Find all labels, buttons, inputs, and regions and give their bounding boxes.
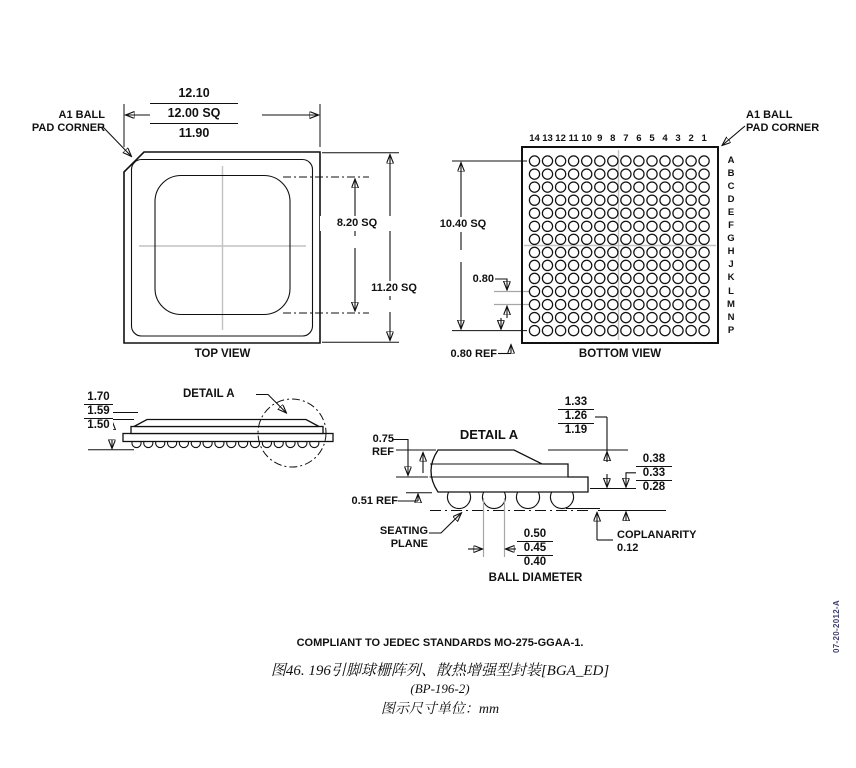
ball-pad	[542, 234, 552, 244]
row-label: E	[727, 207, 735, 219]
ball-pad	[595, 234, 605, 244]
ball-pad	[699, 234, 709, 244]
ball-pad	[608, 195, 618, 205]
ball-pad	[673, 156, 683, 166]
ball-pad	[699, 221, 709, 231]
dim-nom: 0.45	[517, 542, 553, 556]
ball-pad	[529, 208, 539, 218]
ball-pad	[608, 182, 618, 192]
ball-pad	[595, 182, 605, 192]
ball-pad	[673, 169, 683, 179]
column-label: 2	[688, 133, 694, 144]
ball-pad	[647, 208, 657, 218]
bottom-view-edge-dimension: 0.80 REF	[450, 348, 497, 360]
ball-pad	[542, 247, 552, 257]
column-label: 9	[597, 133, 603, 144]
row-label: G	[727, 233, 735, 245]
bottom-view-caption: BOTTOM VIEW	[578, 348, 662, 360]
dim-nom: 1.59	[84, 405, 113, 419]
dim-min: 0.28	[642, 481, 666, 493]
column-label: 1	[701, 133, 707, 144]
bottom-view-a1-label	[746, 109, 819, 134]
ball-pad	[569, 273, 579, 283]
ball-pad	[686, 221, 696, 231]
ball-pad	[621, 208, 631, 218]
detail-a-ball-height-dimension	[636, 453, 672, 494]
column-label: 14	[529, 133, 540, 144]
ball-pad	[582, 247, 592, 257]
ball-pad	[634, 247, 644, 257]
ball-pad	[621, 195, 631, 205]
ball-pad	[660, 326, 670, 336]
dim-min: 1.19	[564, 424, 588, 436]
ball-pad	[647, 247, 657, 257]
row-label: H	[727, 246, 735, 258]
ball-pad	[582, 300, 592, 310]
ball-pad	[595, 260, 605, 270]
ball-pad	[686, 156, 696, 166]
ball-pad	[529, 326, 539, 336]
bottom-view-pitch-dimension: 0.80	[472, 273, 494, 285]
row-label: A	[727, 155, 735, 166]
ball-pad	[595, 156, 605, 166]
ball-pad	[660, 260, 670, 270]
ball-pad	[608, 300, 618, 310]
ball-pad	[621, 182, 631, 192]
ball-pad	[542, 286, 552, 296]
ball-pad	[621, 260, 631, 270]
ball-pad	[556, 208, 566, 218]
ball-pad	[556, 169, 566, 179]
seating-plane-line1: SEATING	[379, 525, 428, 537]
ball-pad	[569, 156, 579, 166]
row-label: B	[727, 168, 735, 180]
ball-pad	[569, 182, 579, 192]
ball-pad	[660, 273, 670, 283]
ball-pad	[660, 313, 670, 323]
dim-nom: 0.33	[636, 467, 672, 481]
ball-pad	[569, 169, 579, 179]
ball-pad	[529, 247, 539, 257]
detail-a-title: DETAIL A	[459, 427, 519, 442]
ball-pad	[529, 156, 539, 166]
column-label: 12	[555, 133, 566, 144]
side-view-height-dimension	[84, 391, 113, 432]
row-label: N	[727, 311, 735, 323]
ball-pad	[660, 182, 670, 192]
column-label: 11	[568, 133, 579, 144]
jedec-compliance-note: COMPLIANT TO JEDEC STANDARDS MO-275-GGAA-1.	[296, 637, 584, 649]
ball-pad	[621, 326, 631, 336]
ball-pad	[569, 247, 579, 257]
ball-pad	[673, 234, 683, 244]
row-label: L	[728, 285, 734, 297]
ball-pad	[647, 260, 657, 270]
ball-pad	[569, 234, 579, 244]
ball-pad	[595, 169, 605, 179]
dim-min: 11.90	[178, 126, 210, 140]
top-view-width-dimension	[150, 84, 238, 143]
ball-pad	[595, 247, 605, 257]
ball-pad	[556, 326, 566, 336]
ball-pad	[529, 300, 539, 310]
ball-pad	[542, 156, 552, 166]
ball-pad	[673, 286, 683, 296]
ball-pad	[699, 208, 709, 218]
ball-pad	[660, 300, 670, 310]
ball-pad	[569, 300, 579, 310]
ball-pad	[660, 247, 670, 257]
ball-pad	[673, 313, 683, 323]
ball-pad	[699, 273, 709, 283]
ball-pad	[569, 313, 579, 323]
row-label: P	[727, 324, 735, 336]
ball-pad	[621, 156, 631, 166]
ball-pad	[699, 326, 709, 336]
ball-pad	[634, 313, 644, 323]
ball-pad	[647, 221, 657, 231]
ball-pad	[556, 156, 566, 166]
ball-pad	[595, 326, 605, 336]
ball-pad	[569, 208, 579, 218]
ball-pad	[582, 169, 592, 179]
ball-pad	[634, 300, 644, 310]
unit-caption: 图示尺寸单位：mm	[380, 702, 500, 717]
ball-pad	[556, 273, 566, 283]
ball-pad	[542, 326, 552, 336]
ball-pad	[608, 286, 618, 296]
ball-pad	[647, 182, 657, 192]
ball-pad	[542, 221, 552, 231]
bottom-view-drawing	[452, 126, 745, 354]
ball-pad	[582, 208, 592, 218]
ball-pad	[542, 208, 552, 218]
ball-pad	[686, 273, 696, 283]
ball-pad	[529, 169, 539, 179]
column-label: 3	[675, 133, 681, 144]
ball-pad	[634, 169, 644, 179]
detail-a-total-height-dimension	[558, 396, 594, 437]
ball-pad	[529, 273, 539, 283]
ball-pad	[686, 260, 696, 270]
ball-pad	[634, 260, 644, 270]
ball-pad	[621, 169, 631, 179]
ball-pad	[569, 286, 579, 296]
ball-pad	[595, 195, 605, 205]
ball-pad	[673, 247, 683, 257]
ball-pad	[647, 313, 657, 323]
ball-pad	[582, 221, 592, 231]
ball-pad	[595, 286, 605, 296]
ball-pad	[582, 182, 592, 192]
ball-pad	[529, 313, 539, 323]
ball-pad	[647, 169, 657, 179]
ball-pad	[608, 313, 618, 323]
ball-pad	[621, 313, 631, 323]
ball-pad	[608, 156, 618, 166]
ball-pad	[569, 195, 579, 205]
ball-pad	[634, 234, 644, 244]
ball-pad	[634, 326, 644, 336]
ball-pad	[556, 260, 566, 270]
ball-pad	[686, 195, 696, 205]
ball-pad	[556, 313, 566, 323]
ball-pad	[529, 182, 539, 192]
column-label: 4	[662, 133, 668, 144]
ball-pad	[608, 273, 618, 283]
ball-pad	[634, 273, 644, 283]
lid-height-ref: REF	[372, 445, 394, 458]
ball-pad	[634, 286, 644, 296]
top-view-a1-line1: A1 BALL	[58, 109, 105, 121]
ball-pad	[621, 247, 631, 257]
ball-pad	[542, 182, 552, 192]
ball-pad	[686, 326, 696, 336]
ball-pad	[582, 260, 592, 270]
ball-pad	[529, 195, 539, 205]
detail-a-lid-height-dimension	[360, 433, 394, 458]
column-label: 8	[610, 133, 616, 144]
ball-pad	[647, 156, 657, 166]
dim-max: 0.50	[517, 528, 553, 542]
row-label: F	[728, 220, 734, 232]
side-view-drawing	[88, 395, 333, 468]
dim-nom: 12.00 SQ	[150, 104, 238, 124]
ball-pad	[699, 260, 709, 270]
ball-pad	[673, 260, 683, 270]
top-view-slug-dimension: 8.20 SQ	[320, 216, 394, 231]
top-view-body-dimension: 11.20 SQ	[356, 281, 432, 296]
column-label: 5	[649, 133, 655, 144]
ball-pad	[582, 286, 592, 296]
ball-pad	[699, 247, 709, 257]
ball-pad	[660, 286, 670, 296]
ball-pad	[699, 313, 709, 323]
ball-pad	[556, 221, 566, 231]
ball-pad	[556, 247, 566, 257]
ball-pad	[699, 195, 709, 205]
ball-pad	[542, 195, 552, 205]
ball-pad	[647, 326, 657, 336]
ball-pad	[542, 169, 552, 179]
ball-pad	[699, 182, 709, 192]
ball-pad	[569, 221, 579, 231]
ball-pad	[686, 169, 696, 179]
ball-pad	[582, 326, 592, 336]
ball-pad	[556, 300, 566, 310]
ball-pad	[686, 208, 696, 218]
top-view-a1-line2: PAD CORNER	[31, 121, 105, 134]
dim-min: 0.40	[523, 556, 547, 568]
row-label: D	[727, 194, 735, 206]
ball-pad	[660, 195, 670, 205]
ball-pad	[608, 326, 618, 336]
ball-pad	[660, 169, 670, 179]
ball-pad	[556, 182, 566, 192]
row-label: J	[728, 259, 734, 271]
ball-pad	[686, 313, 696, 323]
ball-pad	[699, 169, 709, 179]
ball-pad	[660, 208, 670, 218]
ball-pad	[634, 221, 644, 231]
ball-pad	[529, 234, 539, 244]
ball-pad	[582, 313, 592, 323]
bottom-view-a1-line2: PAD CORNER	[746, 121, 820, 134]
ball-pad	[686, 234, 696, 244]
dim-min: 1.50	[87, 419, 110, 431]
ball-pad	[542, 300, 552, 310]
ball-pad	[673, 195, 683, 205]
column-label: 7	[623, 133, 629, 144]
ball-pad	[686, 247, 696, 257]
ball-pad	[621, 300, 631, 310]
column-label: 10	[581, 133, 592, 144]
ball-pad	[686, 300, 696, 310]
column-label: 13	[542, 133, 553, 144]
dim-max: 1.70	[84, 391, 113, 405]
ball-pad	[582, 234, 592, 244]
ball-pad	[634, 182, 644, 192]
ball-pad	[529, 286, 539, 296]
ball-pad	[621, 273, 631, 283]
top-view-caption: TOP VIEW	[194, 348, 251, 360]
ball-pad	[647, 273, 657, 283]
figure-caption-cn: 图46. 196引脚球栅阵列、散热增强型封装[BGA_ED]	[270, 663, 610, 679]
ball-pad	[556, 195, 566, 205]
ball-pad	[569, 260, 579, 270]
ball-pad	[634, 208, 644, 218]
ball-pad	[595, 273, 605, 283]
ball-diameter-dimension	[517, 528, 553, 569]
ball-pad	[634, 156, 644, 166]
ball-pad	[634, 195, 644, 205]
ball-pad	[699, 300, 709, 310]
side-view-detail-label: DETAIL A	[183, 388, 235, 400]
ball-pad	[608, 221, 618, 231]
ball-pad	[608, 260, 618, 270]
ball-diameter-label: BALL DIAMETER	[488, 572, 583, 584]
ball-pad	[673, 326, 683, 336]
dim-nom: 1.26	[558, 410, 594, 424]
ball-pad	[673, 273, 683, 283]
ball-pad	[673, 300, 683, 310]
seating-plane-line2: PLANE	[390, 537, 428, 550]
ball-pad	[647, 195, 657, 205]
revision-code: 07-20-2012-A	[831, 600, 841, 653]
ball-pad	[582, 273, 592, 283]
ball-pad	[699, 286, 709, 296]
bottom-view-grid-dimension: 10.40 SQ	[425, 217, 501, 232]
ball-pad	[647, 234, 657, 244]
row-label: C	[727, 181, 735, 193]
lid-height-value: 0.75	[372, 433, 394, 445]
ball-pad	[595, 300, 605, 310]
ball-pad	[673, 208, 683, 218]
package-code-caption: (BP-196-2)	[410, 681, 470, 696]
ball-pad	[542, 260, 552, 270]
ball-pad	[582, 156, 592, 166]
top-view-a1-label	[28, 109, 105, 134]
ball-pad	[569, 326, 579, 336]
ball-pad	[660, 156, 670, 166]
row-label: M	[727, 298, 735, 310]
ball-pad	[673, 221, 683, 231]
ball-pad	[608, 234, 618, 244]
ball-pad	[621, 234, 631, 244]
dim-max: 12.10	[150, 84, 238, 104]
ball-pad	[673, 182, 683, 192]
ball-pad	[608, 247, 618, 257]
column-label: 6	[636, 133, 642, 144]
ball-pad	[647, 286, 657, 296]
bottom-view-a1-line1: A1 BALL	[746, 109, 793, 121]
ball-pad	[621, 221, 631, 231]
coplanarity-value: 0.12	[617, 541, 639, 554]
ball-pad	[608, 208, 618, 218]
ball-pad	[582, 195, 592, 205]
coplanarity-label	[617, 529, 696, 554]
ball-pad	[556, 286, 566, 296]
ball-pad	[699, 156, 709, 166]
ball-pad	[595, 208, 605, 218]
ball-pad	[542, 313, 552, 323]
dim-max: 1.33	[558, 396, 594, 410]
ball-pad	[608, 169, 618, 179]
ball-pad	[686, 182, 696, 192]
dim-max: 0.38	[636, 453, 672, 467]
ball-pad	[621, 286, 631, 296]
row-label: K	[727, 272, 735, 284]
ball-pad	[686, 286, 696, 296]
seating-plane-label	[366, 525, 428, 550]
detail-a-standoff-ref: 0.51 REF	[351, 495, 398, 507]
ball-pad	[595, 313, 605, 323]
ball-pad	[542, 273, 552, 283]
coplanarity-text: COPLANARITY	[617, 529, 697, 541]
ball-pad	[647, 300, 657, 310]
ball-pad	[660, 234, 670, 244]
ball-pad	[529, 221, 539, 231]
ball-pad	[595, 221, 605, 231]
ball-pad	[660, 221, 670, 231]
ball-pad	[556, 234, 566, 244]
ball-pad	[529, 260, 539, 270]
